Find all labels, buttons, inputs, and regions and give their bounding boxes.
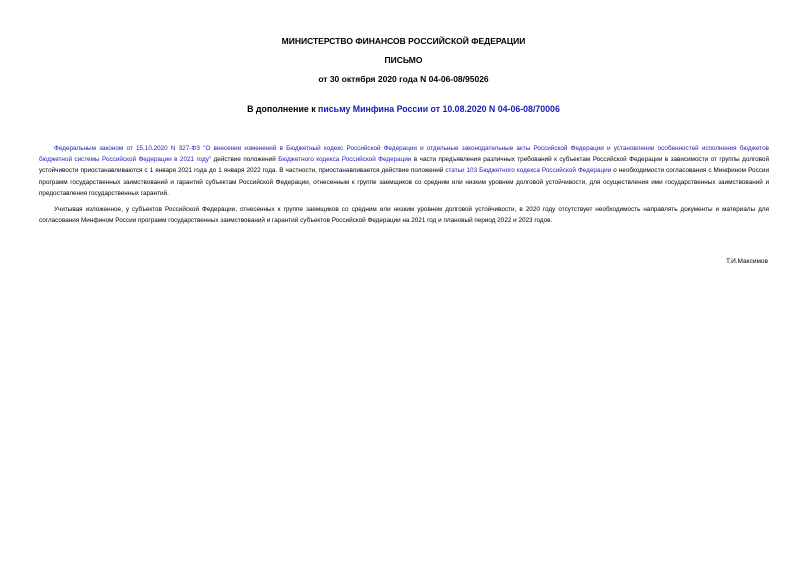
paragraph-1-text-2: в части предъявления различных требований к субъектам Российской Федерации в зависимости от группы долговой устойчивости приостанавливаются с 1 января 2021 года до 1 января 2022 года. В частности, приостанавливается действие положений [39,156,770,175]
document-subject [0,104,807,114]
paragraph-2: Учитывая изложенное, у субъектов Российской Федерации, отнесенных к группе заемщиков со средним или низким уровнем долговой устойчивости, в 2020 году отсутствует необходимость направлять документы и материалы для согласования Минфином России программ государственных заимствований и гарантий субъектов Российской Федерации на 2021 год и плановый период 2022 и 2023 годов. [39,206,769,225]
document-date: от 30 октября 2020 года N 04-06-08/95026 [318,74,489,84]
paragraph-1-text-3: о необходимости согласования с Минфином России программ государственных заимствований и гарантий субъектам Российской Федерации, отнесенным к группе заемщиков со средним или низким уровнем долговой устойчивости, для осуществления ими государственных заимствований и предоставления государственных гарантий. [39,167,769,197]
budget-code-link[interactable]: Бюджетного кодекса Российской Федерации [278,156,412,164]
ministry-title: МИНИСТЕРСТВО ФИНАНСОВ РОССИЙСКОЙ ФЕДЕРАЦИИ [281,36,526,46]
paragraph-1 [39,143,769,199]
document-type: ПИСЬМО [384,55,423,65]
subject-prefix: В дополнение к [247,104,319,114]
subject-link[interactable]: письму Минфина России от 10.08.2020 N 04-06-08/70006 [318,104,560,114]
article-103-link[interactable]: статьи 103 Бюджетного кодекса Российской Федерации [445,167,612,175]
signature: Т.И.Максимов [726,258,768,265]
federal-law-link[interactable]: Федеральным законом от 15.10.2020 N 327-ФЗ "О внесении изменений в Бюджетный кодекс Российской Федерации и отдельные законодательные акты Российской Федерации и установлении особенностей исполнения бюджетов бюджетной системы Российской Федерации в 2021 году" [39,145,769,164]
paragraph-1-text-1: действие положений [211,156,279,164]
